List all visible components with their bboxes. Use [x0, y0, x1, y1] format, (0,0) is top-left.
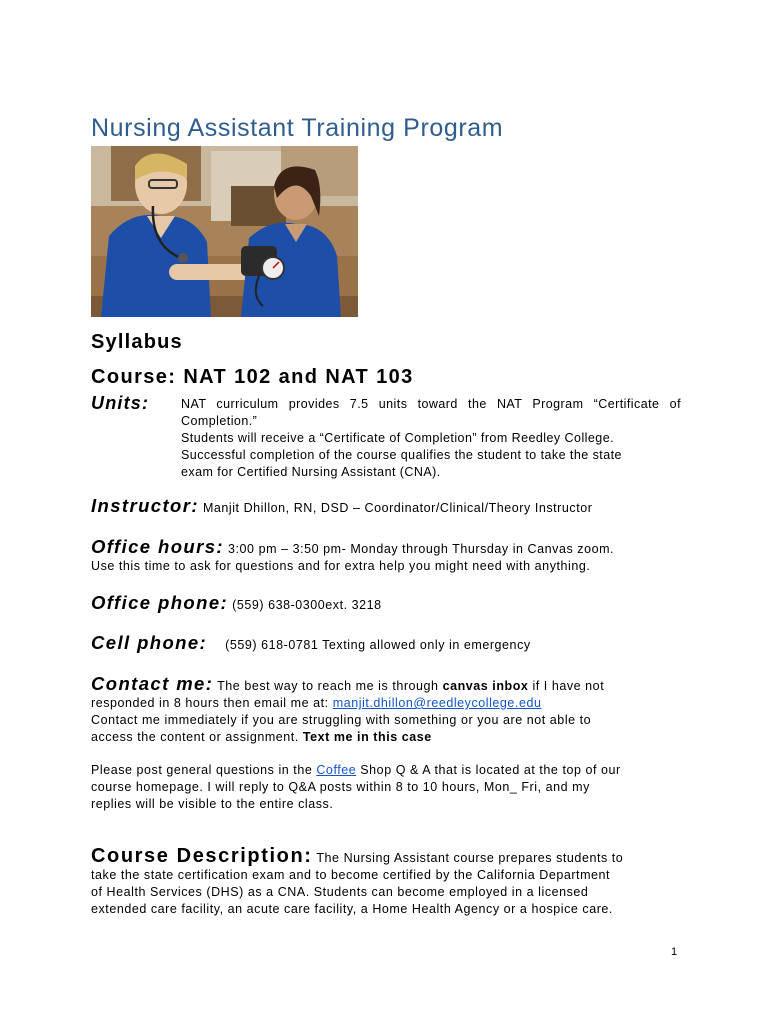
units-line: Students will receive a “Certificate of Completion” from Reedley College.: [181, 431, 615, 445]
course-description-label: Course Description:: [91, 845, 313, 867]
units-line: exam for Certified Nursing Assistant (CNA).: [181, 465, 441, 479]
cell-phone-label: Cell phone:: [91, 632, 208, 653]
cell-phone-number: (559) 618-0781 Texting allowed only in emergency: [225, 638, 531, 652]
units-line: Completion.”: [181, 414, 258, 428]
general-visibility-text: replies will be visible to the entire class.: [91, 797, 334, 811]
page-number: 1: [671, 946, 678, 958]
course-description-section: [91, 845, 671, 918]
cell-phone-section: [91, 634, 671, 654]
training-photo-illustration: [91, 146, 358, 317]
text-me-note: Text me in this case: [302, 730, 432, 744]
canvas-inbox-text: canvas inbox: [442, 679, 529, 693]
general-reply-text: course homepage. I will reply to Q&A posts within 8 to 10 hours, Mon_ Fri, and my: [91, 780, 590, 794]
instructor-text: Manjit Dhillon, RN, DSD – Coordinator/Clinical/Theory Instructor: [202, 501, 593, 515]
general-text: Please post general questions in the: [91, 763, 313, 777]
contact-label: Contact me:: [91, 673, 214, 694]
training-photo: [91, 146, 358, 317]
office-phone-number: (559) 638-0300ext. 3218: [232, 598, 382, 612]
contact-urgent-text: Contact me immediately if you are struggling with something or you are not able to: [91, 713, 592, 727]
contact-text-after: if I have not: [532, 679, 605, 693]
general-questions-section: [91, 762, 671, 813]
office-hours-label: Office hours:: [91, 536, 224, 557]
course-description-line: take the state certification exam and to become certified by the California Department: [91, 868, 611, 882]
course-heading: Course: NAT 102 and NAT 103: [91, 366, 414, 388]
page-title: Nursing Assistant Training Program: [91, 114, 504, 142]
office-phone-section: [91, 594, 671, 614]
units-description: [181, 396, 681, 481]
contact-access-text: access the content or assignment.: [91, 730, 299, 744]
instructor-email-link[interactable]: manjit.dhillon@reedleycollege.edu: [332, 696, 542, 710]
general-text-after: Shop Q & A that is located at the top of our: [360, 763, 621, 777]
contact-email-intro: responded in 8 hours then email me at:: [91, 696, 329, 710]
contact-section: [91, 675, 671, 746]
instructor-section: [91, 497, 671, 517]
contact-text: The best way to reach me is through: [217, 679, 439, 693]
units-line: NAT curriculum provides 7.5 units toward the NAT Program “Certificate of: [181, 397, 681, 411]
units-label: Units:: [91, 393, 150, 413]
syllabus-heading: Syllabus: [91, 331, 183, 353]
course-description-line: extended care facility, an acute care facility, a Home Health Agency or a hospice care.: [91, 902, 613, 916]
instructor-label: Instructor:: [91, 495, 199, 516]
office-hours-text: 3:00 pm – 3:50 pm- Monday through Thursday in Canvas zoom.: [228, 542, 615, 556]
coffee-shop-link[interactable]: Coffee: [316, 763, 357, 777]
course-description-line: of Health Services (DHS) as a CNA. Students can become employed in a licensed: [91, 885, 589, 899]
office-hours-section: [91, 538, 671, 575]
course-description-text: The Nursing Assistant course prepares students to: [316, 851, 624, 865]
office-phone-label: Office phone:: [91, 592, 229, 613]
office-hours-note: Use this time to ask for questions and for extra help you might need with anything.: [91, 559, 591, 573]
units-line: Successful completion of the course qualifies the student to take the state: [181, 448, 622, 462]
